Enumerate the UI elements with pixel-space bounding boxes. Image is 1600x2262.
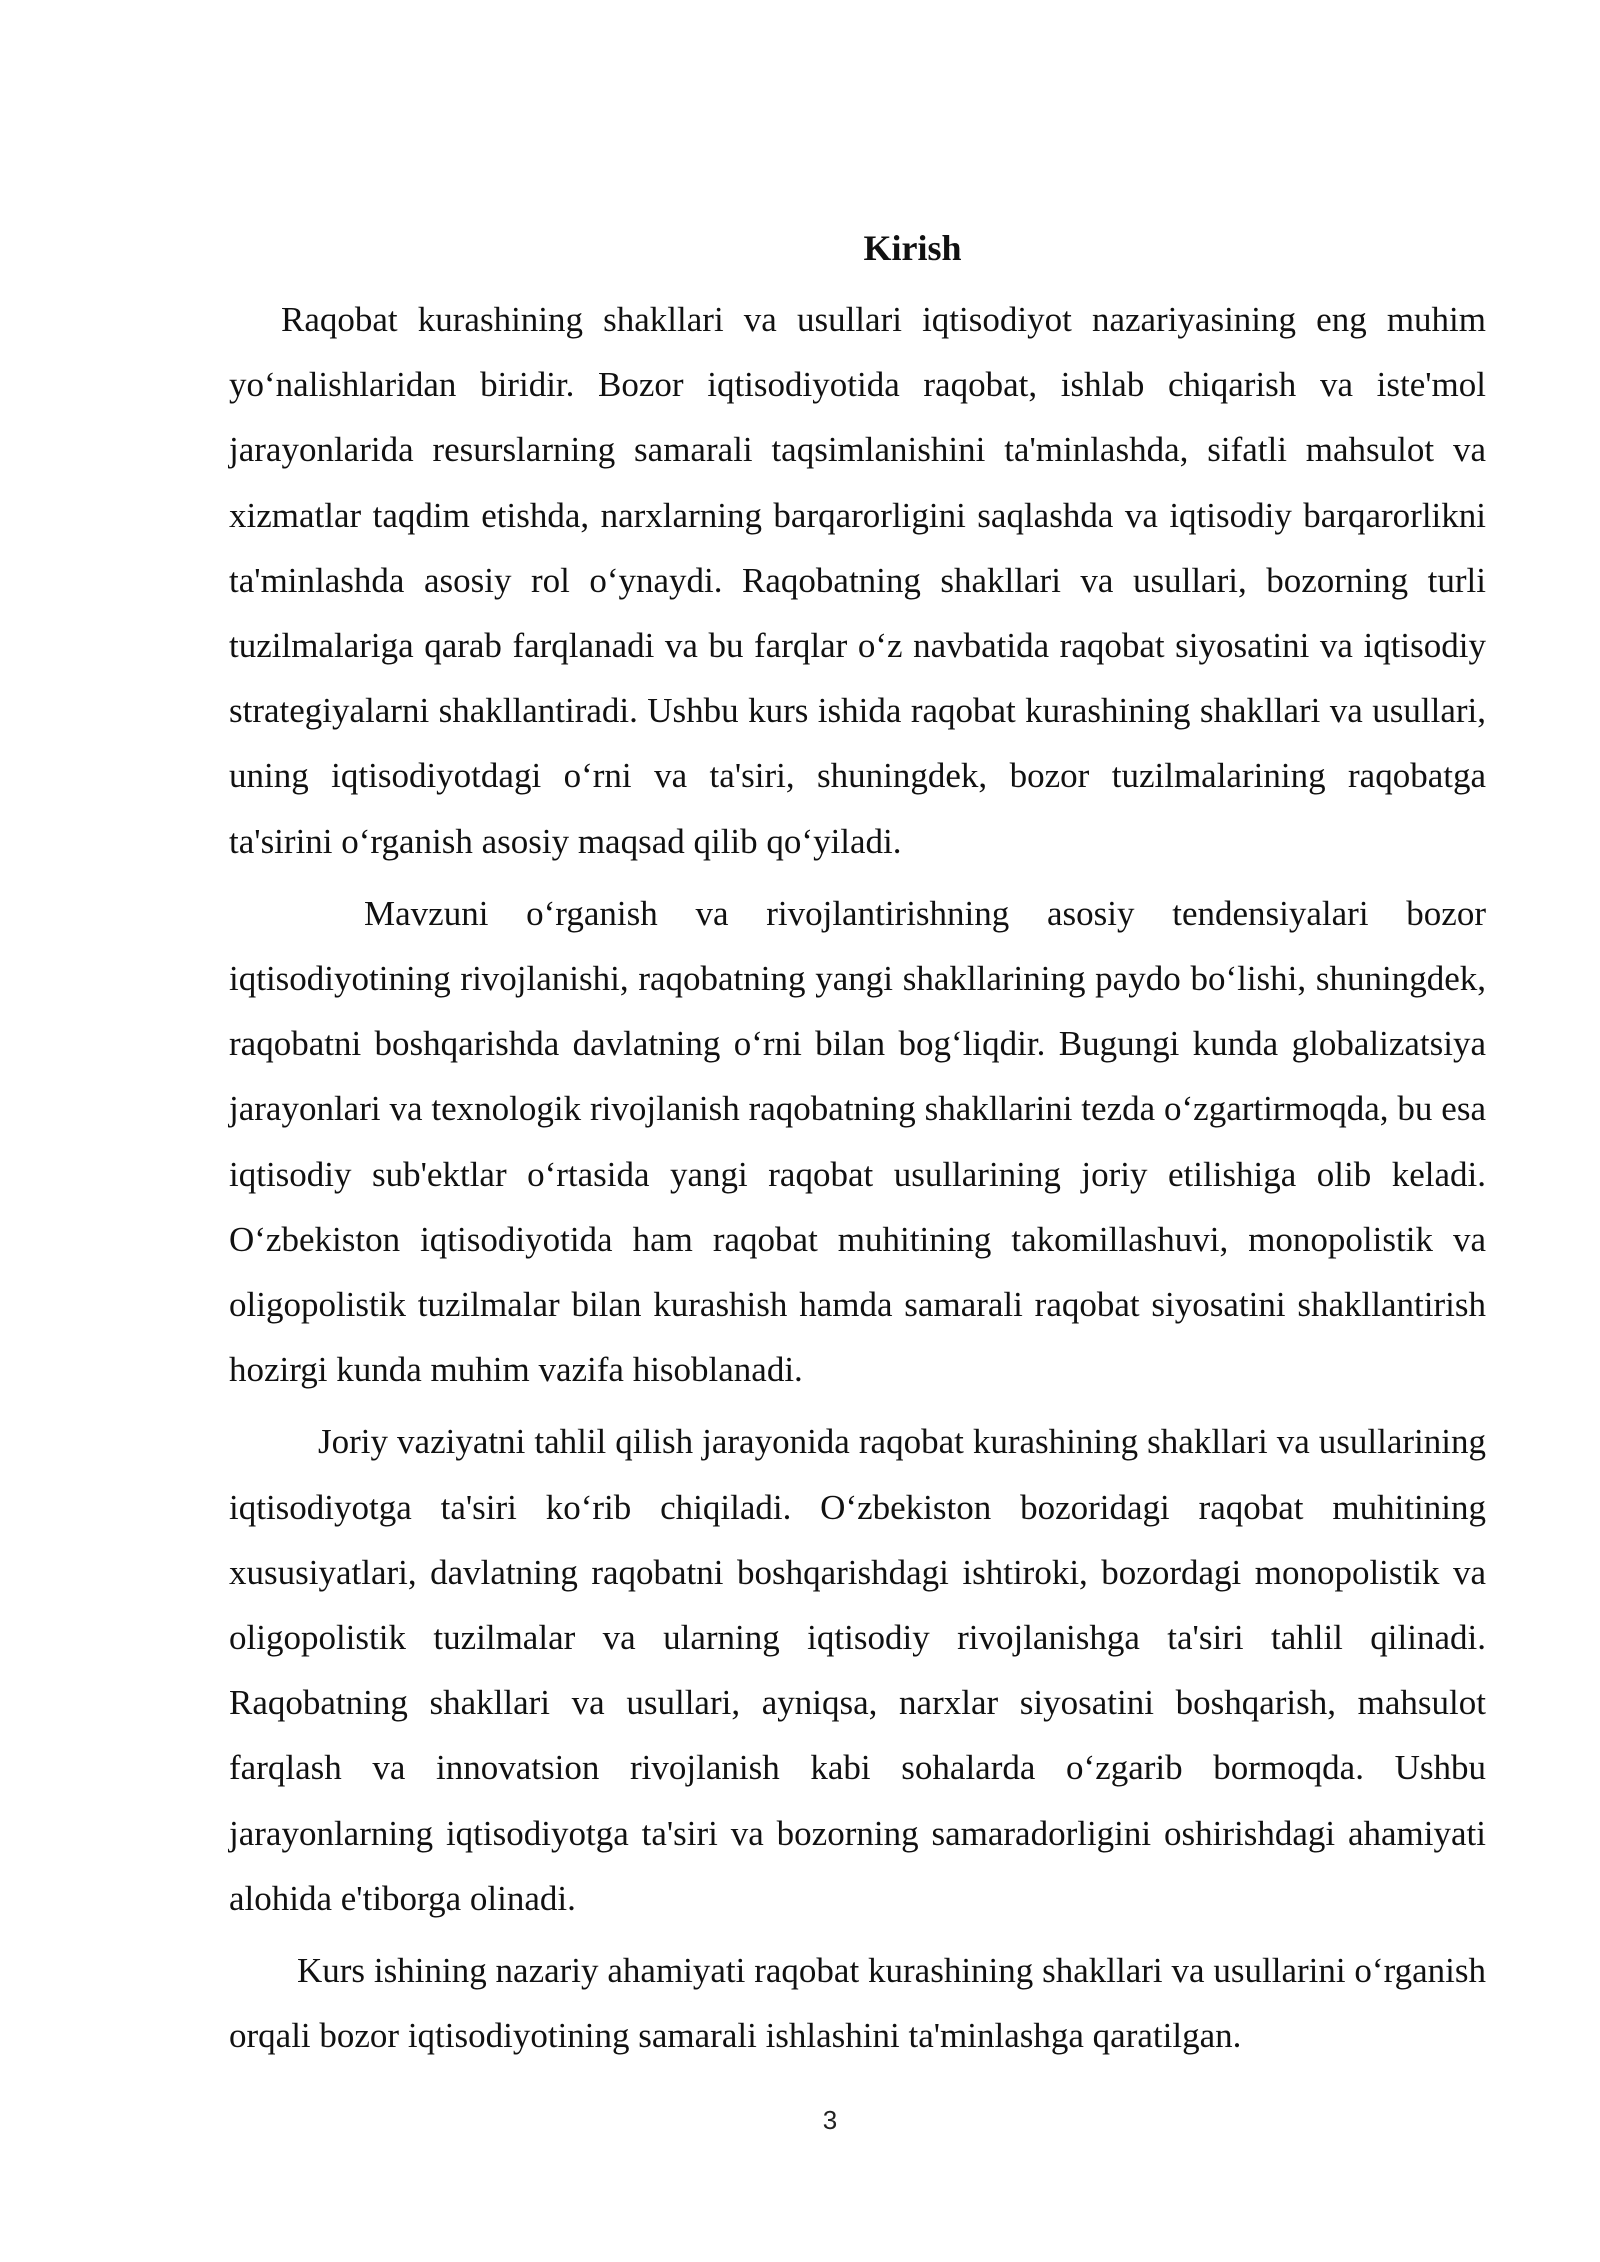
paragraph-2: Mavzuni oʻrganish va rivojlantirishning asosiy tendensiyalari bozor iqtisodiyotining rivojlanishi, raqobatning yangi shakllarining paydo boʻlishi, shuningdek, raqobatni boshqarishda davlatning oʻrni bilan bogʻliqdir. Bugungi kunda globalizatsiya jarayonlari va texnologik rivojlanish raqobatning shakllarini tezda oʻzgartirmoqda, bu esa iqtisodiy sub'ektlar oʻrtasida yangi raqobat usullarining joriy etilishiga olib keladi. Oʻzbekiston iqtisodiyotida ham raqobat muhitining takomillashuvi, monopolistik va oligopolistik tuzilmalar bilan kurashish hamda samarali raqobat siyosatini shakllantirish hozirgi kunda muhim vazifa hisoblanadi.	[229, 893, 1486, 1390]
section-title: Kirish	[863, 228, 962, 268]
paragraph-1: Raqobat kurashining shakllari va usullari iqtisodiyot nazariyasining eng muhim yoʻnalishlaridan biridir. Bozor iqtisodiyotida raqobat, ishlab chiqarish va iste'mol jarayonlarida resurslarning samarali taqsimlanishini ta'minlashda, sifatli mahsulot va xizmatlar taqdim etishda, narxlarning barqarorligini saqlashda va iqtisodiy barqarorlikni ta'minlashda asosiy rol oʻynaydi. Raqobatning shakllari va usullari, bozorning turli tuzilmalariga qarab farqlanadi va bu farqlar oʻz navbatida raqobat siyosatini va iqtisodiy strategiyalarni shakllantiradi. Ushbu kurs ishida raqobat kurashining shakllari va usullari, uning iqtisodiyotdagi oʻrni va ta'siri, shuningdek, bozor tuzilmalarining raqobatga ta'sirini oʻrganish asosiy maqsad qilib qoʻyiladi.	[229, 300, 1486, 861]
paragraph-3: Joriy vaziyatni tahlil qilish jarayonida raqobat kurashining shakllari va usullarining iqtisodiyotga ta'siri koʻrib chiqiladi. Oʻzbekiston bozoridagi raqobat muhitining xususiyatlari, davlatning raqobatni boshqarishdagi ishtiroki, bozordagi monopolistik va oligopolistik tuzilmalar va ularning iqtisodiy rivojlanishga ta'siri tahlil qilinadi. Raqobatning shakllari va usullari, ayniqsa, narxlar siyosatini boshqarish, mahsulot farqlash va innovatsion rivojlanish kabi sohalarda oʻzgarib bormoqda. Ushbu jarayonlarning iqtisodiyotga ta'siri va bozorning samaradorligini oshirishdagi ahamiyati alohida e'tiborga olinadi.	[229, 1422, 1486, 1918]
page-content	[229, 222, 1486, 2075]
paragraph-4: Kurs ishining nazariy ahamiyati raqobat kurashining shakllari va usullarini oʻrganish orqali bozor iqtisodiyotining samarali ishlashini ta'minlashga qaratilgan.	[229, 1951, 1486, 2056]
page-number: 3	[822, 2105, 838, 2135]
